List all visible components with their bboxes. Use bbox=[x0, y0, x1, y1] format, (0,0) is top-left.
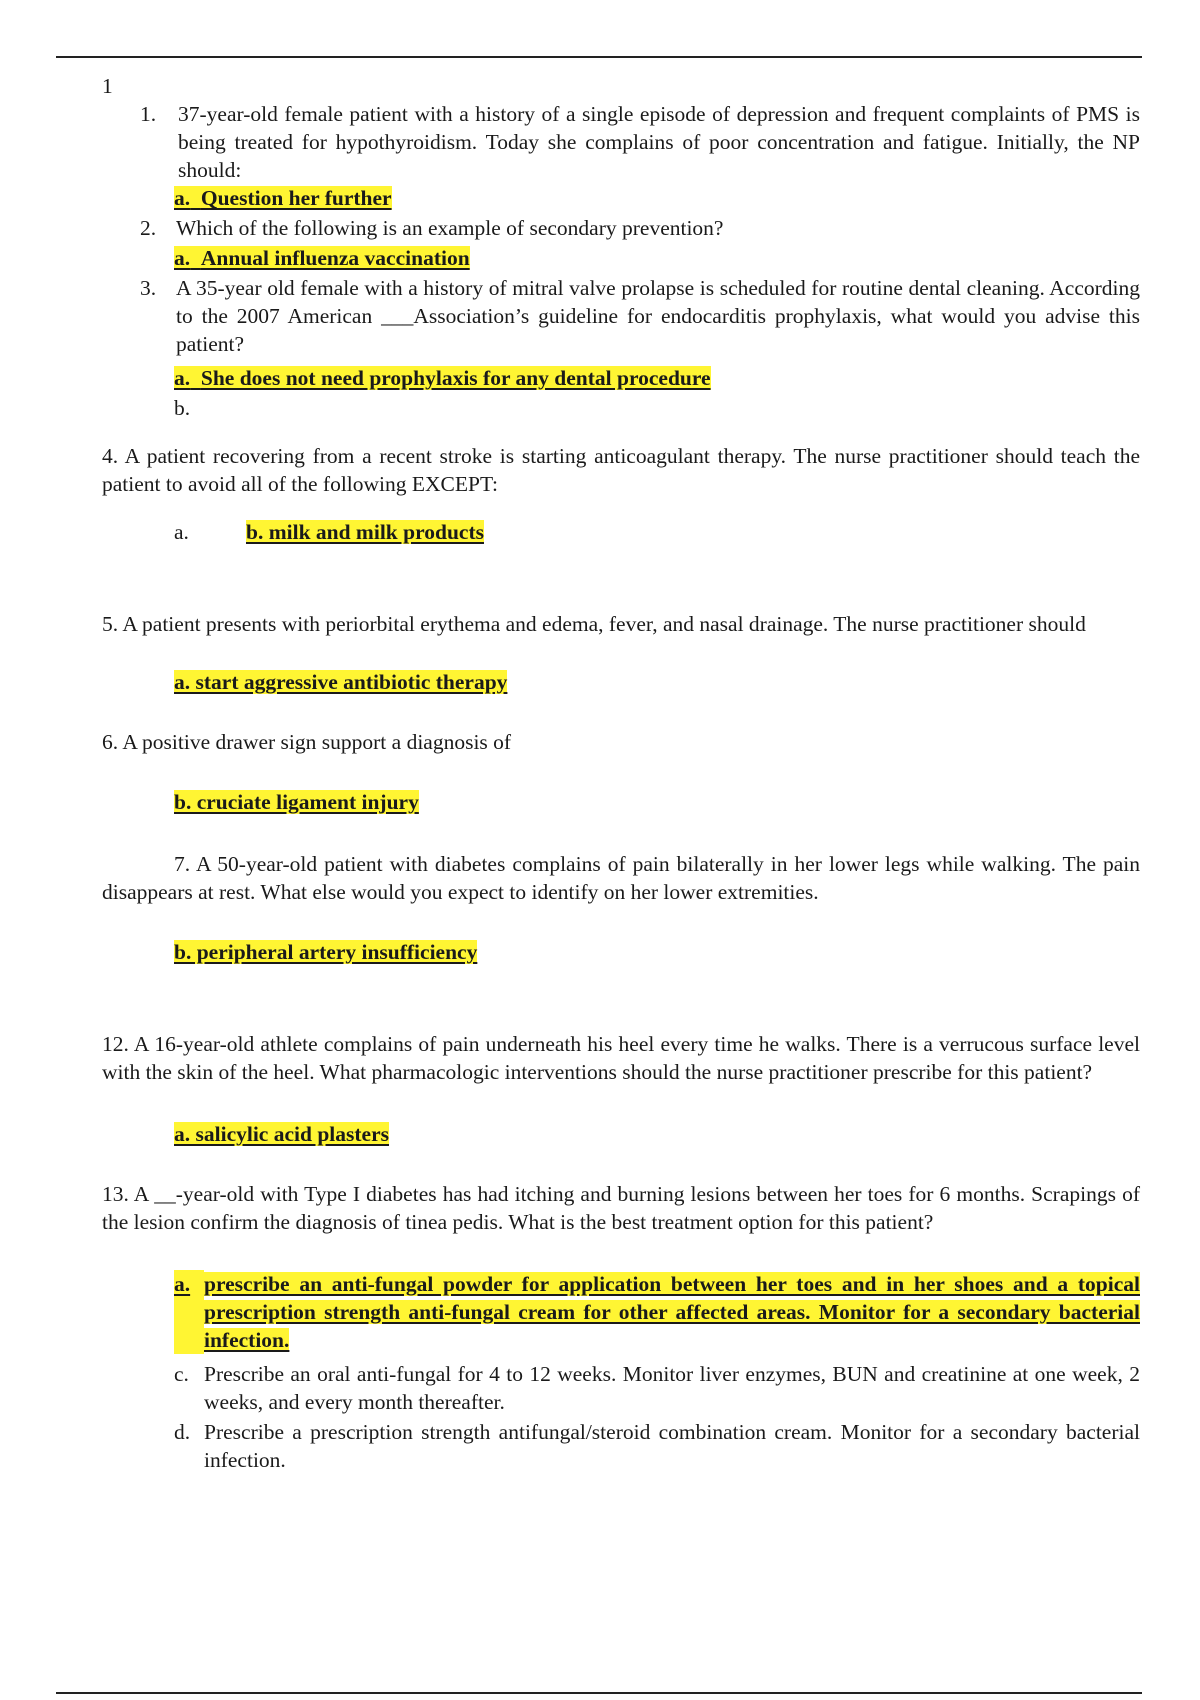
answer-text: b. cruciate ligament injury bbox=[174, 790, 419, 814]
answer-6 bbox=[174, 788, 419, 816]
answer-letter: a. bbox=[174, 186, 191, 210]
answer-letter: a. bbox=[174, 246, 191, 270]
option-letter: d. bbox=[174, 1420, 191, 1444]
question-number: 13. bbox=[102, 1182, 129, 1206]
option-b: b. bbox=[174, 396, 191, 420]
question-5 bbox=[102, 610, 1140, 638]
question-number: 3. bbox=[140, 276, 157, 300]
option-c bbox=[174, 1360, 1140, 1416]
question-text: A positive drawer sign support a diagnosis of bbox=[122, 730, 512, 754]
question-text: A 50-year-old patient with diabetes complains of pain bilaterally in her lower legs while walking. The pain disappears at rest. What else would you expect to identify on her lower extremities. bbox=[102, 852, 1140, 904]
answer-text: b. milk and milk products bbox=[246, 520, 484, 544]
question-13 bbox=[102, 1180, 1140, 1236]
option-text: Prescribe an oral anti-fungal for 4 to 12 weeks. Monitor liver enzymes, BUN and creatinine at one week, 2 weeks, and every month thereafter. bbox=[204, 1362, 1140, 1414]
option-d bbox=[174, 1418, 1140, 1474]
question-12 bbox=[102, 1030, 1140, 1086]
question-number: 7. bbox=[174, 852, 191, 876]
question-number: 6. bbox=[102, 730, 119, 754]
option-letter: c. bbox=[174, 1362, 189, 1386]
answer-text: Annual influenza vaccination bbox=[200, 246, 470, 270]
question-text: A patient presents with periorbital erythema and edema, fever, and nasal drainage. The nurse practitioner should bbox=[122, 612, 1086, 636]
answer-text: prescribe an anti-fungal powder for application between her toes and in her shoes and a topical prescription strength anti-fungal cream for other affected areas. Monitor for a secondary bacterial infection. bbox=[204, 1272, 1140, 1352]
question-text: Which of the following is an example of secondary prevention? bbox=[176, 216, 724, 240]
answer-12 bbox=[174, 1120, 389, 1148]
question-3 bbox=[140, 274, 1140, 358]
question-text: A 16-year-old athlete complains of pain underneath his heel every time he walks. There is a verrucous surface level with the skin of the heel. What pharmacologic interventions should the nurse practitioner prescribe for this patient? bbox=[102, 1032, 1140, 1084]
header-rule bbox=[56, 56, 1142, 58]
question-number: 1. bbox=[140, 102, 157, 126]
answer-5 bbox=[174, 668, 507, 696]
answer-letter: a. bbox=[174, 366, 191, 390]
answer-text: She does not need prophylaxis for any dental procedure bbox=[200, 366, 711, 390]
question-text: A patient recovering from a recent stroke is starting anticoagulant therapy. The nurse practitioner should teach the patient to avoid all of the following EXCEPT: bbox=[102, 444, 1140, 496]
page-number: 1 bbox=[102, 74, 113, 98]
answer-text: a. start aggressive antibiotic therapy bbox=[174, 670, 508, 694]
answer-text: b. peripheral artery insufficiency bbox=[174, 940, 478, 964]
question-1 bbox=[140, 100, 1140, 184]
answer-3 bbox=[174, 364, 711, 392]
answer-1 bbox=[174, 184, 392, 212]
answer-7 bbox=[174, 938, 477, 966]
question-text: A 35-year old female with a history of mitral valve prolapse is scheduled for routine dental cleaning. According to the 2007 American ___Association’s guideline for endocarditis prophylaxis, what would you advise this patient? bbox=[176, 276, 1140, 356]
question-number: 2. bbox=[140, 216, 157, 240]
answer-letter: a. bbox=[174, 1270, 204, 1354]
option-text: Prescribe a prescription strength antifungal/steroid combination cream. Monitor for a secondary bacterial infection. bbox=[204, 1420, 1140, 1472]
question-4 bbox=[102, 442, 1140, 498]
question-number: 12. bbox=[102, 1032, 129, 1056]
question-text: 37-year-old female patient with a history of a single episode of depression and frequent complaints of PMS is being treated for hypothyroidism. Today she complains of poor concentration and fatigue. Initially, the NP should: bbox=[178, 102, 1140, 182]
answer-text: Question her further bbox=[200, 186, 392, 210]
answer-text: a. salicylic acid plasters bbox=[174, 1122, 389, 1146]
answer-13 bbox=[174, 1270, 1140, 1354]
question-number: 4. bbox=[102, 444, 119, 468]
question-7 bbox=[102, 850, 1140, 906]
option-a: a. bbox=[174, 520, 189, 544]
question-number: 5. bbox=[102, 612, 119, 636]
footer-rule bbox=[56, 1692, 1142, 1694]
question-text: A __-year-old with Type I diabetes has had itching and burning lesions between her toes for 6 months. Scrapings of the lesion confirm the diagnosis of tinea pedis. What is the best treatment option for this patient? bbox=[102, 1182, 1140, 1234]
answer-2 bbox=[174, 244, 470, 272]
answer-4 bbox=[246, 518, 484, 546]
question-6 bbox=[102, 728, 1140, 756]
question-2 bbox=[140, 214, 1140, 242]
